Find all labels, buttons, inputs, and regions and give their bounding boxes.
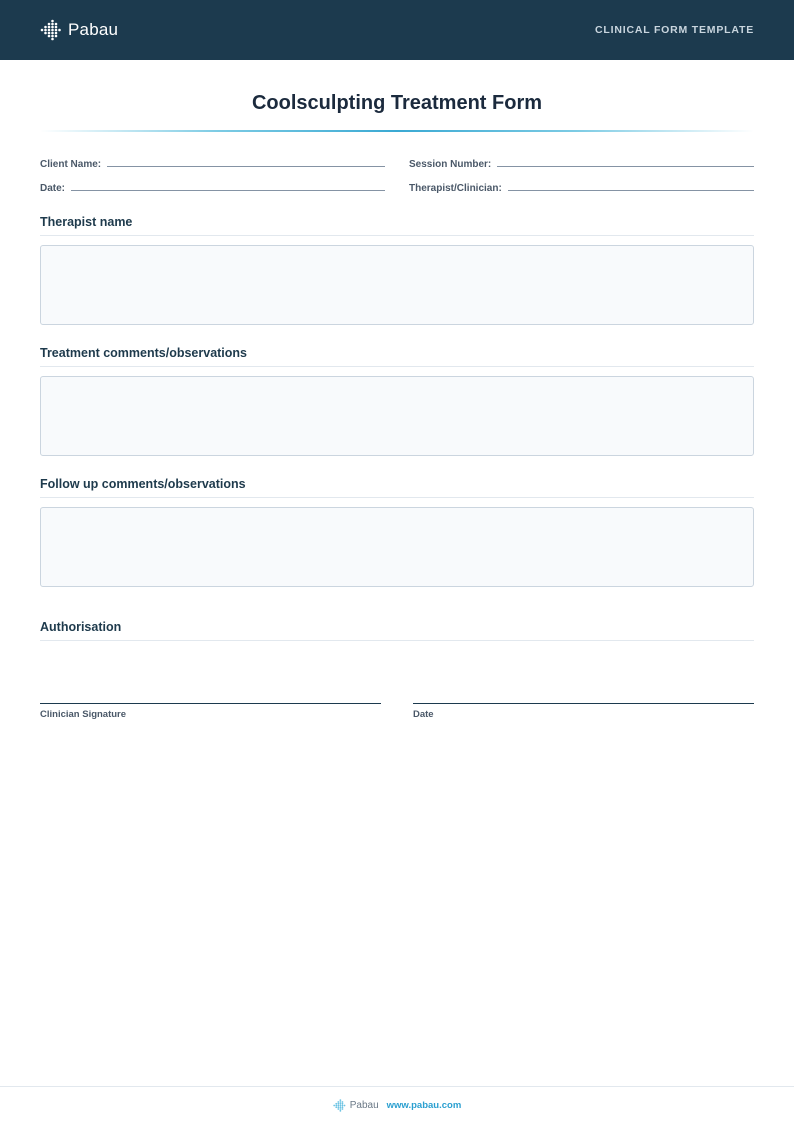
page-header <box>0 0 794 60</box>
signature-date-block[interactable] <box>413 703 754 720</box>
treatment-comments-heading: Treatment comments/observations <box>40 346 754 367</box>
date-input-line[interactable] <box>71 190 385 191</box>
therapist-name-heading: Therapist name <box>40 215 754 236</box>
therapist-clinician-label: Therapist/Clinician: <box>409 183 502 194</box>
footer-brand <box>333 1099 379 1112</box>
date-field[interactable] <box>40 180 385 194</box>
signature-date-label: Date <box>413 709 434 720</box>
client-name-label: Client Name: <box>40 159 102 170</box>
website-link[interactable]: www.pabau.com <box>386 1099 462 1111</box>
session-number-input-line[interactable] <box>497 166 754 167</box>
therapist-clinician-input-line[interactable] <box>508 190 754 191</box>
follow-up-comments-textarea[interactable] <box>40 507 754 587</box>
clinician-signature-label: Clinician Signature <box>40 709 127 720</box>
clinician-signature-block[interactable] <box>40 703 381 720</box>
brand-name: Pabau <box>68 20 119 39</box>
client-name-field[interactable] <box>40 156 385 170</box>
pabau-dots-logo-icon <box>40 19 62 41</box>
therapist-clinician-field[interactable] <box>409 180 754 194</box>
date-label: Date: <box>40 183 66 194</box>
title-divider <box>40 130 754 132</box>
therapist-name-textarea[interactable] <box>40 245 754 325</box>
signature-date-line[interactable] <box>413 703 754 704</box>
client-name-input-line[interactable] <box>107 166 385 167</box>
footer-brand-name: Pabau <box>349 1099 379 1111</box>
form-title: Coolsculpting Treatment Form <box>251 92 543 114</box>
clinician-signature-line[interactable] <box>40 703 381 704</box>
session-number-label: Session Number: <box>409 159 492 170</box>
session-number-field[interactable] <box>409 156 754 170</box>
brand-logo <box>40 19 118 41</box>
page-footer <box>0 1086 794 1123</box>
template-tag: CLINICAL FORM TEMPLATE <box>595 24 754 36</box>
treatment-comments-textarea[interactable] <box>40 376 754 456</box>
follow-up-comments-heading: Follow up comments/observations <box>40 477 754 498</box>
authorisation-heading: Authorisation <box>40 620 754 641</box>
pabau-dots-logo-icon <box>333 1099 346 1112</box>
